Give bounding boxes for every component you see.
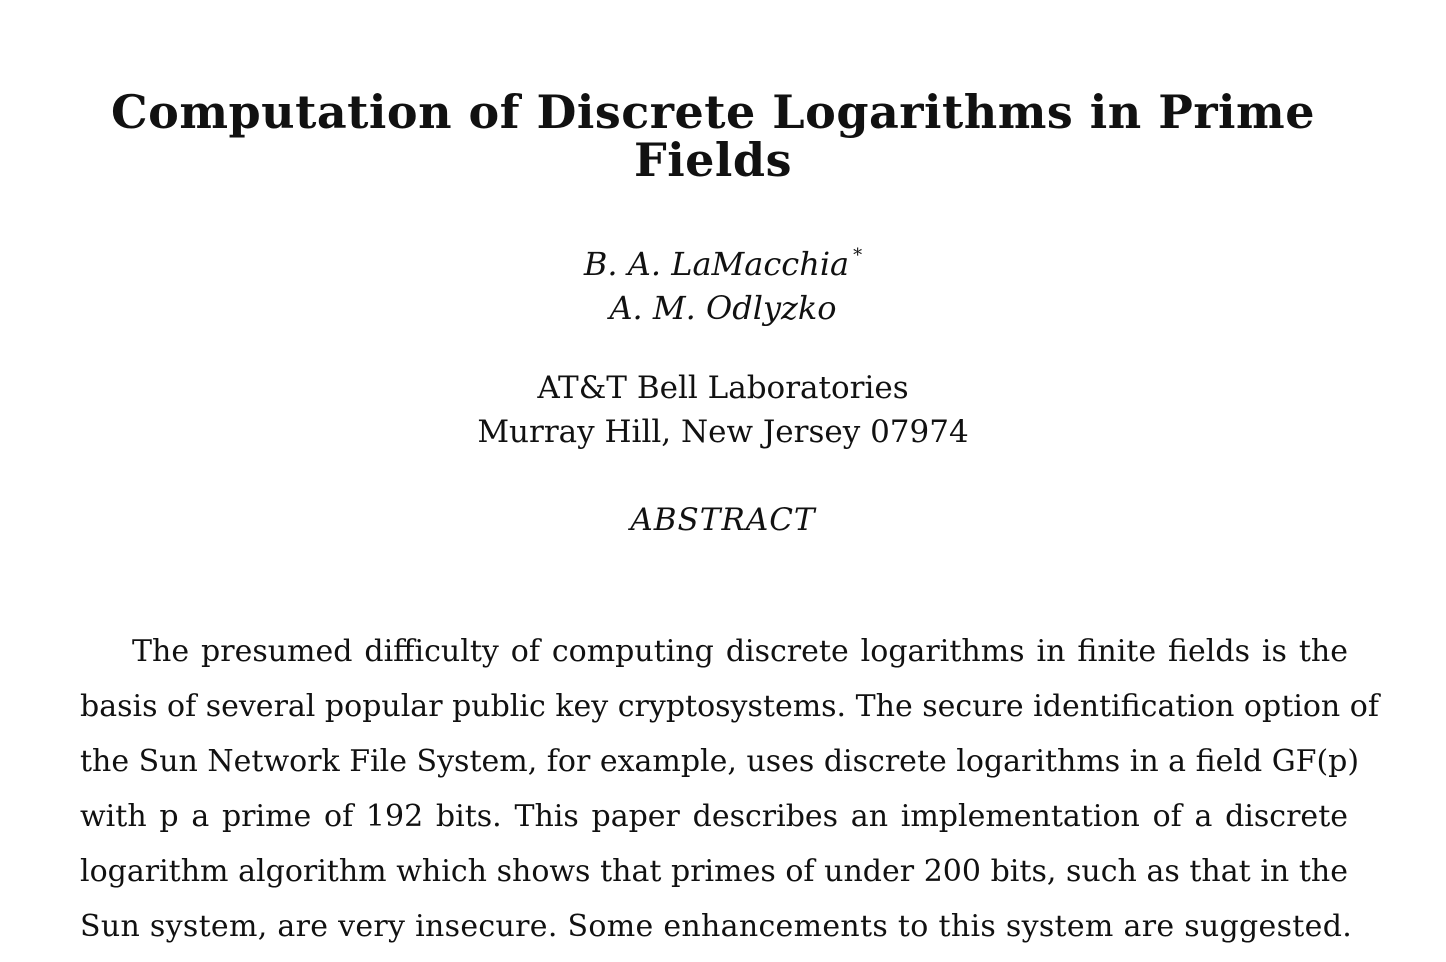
author-2-name: A. M. Odlyzko (609, 289, 837, 327)
affiliation-org: AT&T Bell Laboratories (537, 370, 909, 406)
affiliation (0, 366, 1446, 454)
paper-title (80, 85, 1346, 187)
abstract-line: with p a prime of 192 bits. This paper describes an implementation of a discrete (80, 799, 1348, 834)
abstract-line: Sun system, are very insecure. Some enhancements to this system are suggested. (80, 909, 1353, 944)
author-1-footnote-mark: * (853, 245, 863, 266)
abstract-heading: ABSTRACT (630, 502, 816, 538)
author-2 (0, 286, 1446, 330)
affiliation-address: Murray Hill, New Jersey 07974 (477, 414, 969, 450)
abstract-line: basis of several popular public key cryptosystems. The secure identification option of (80, 689, 1379, 724)
author-1-name: B. A. LaMacchia (583, 245, 850, 283)
abstract-line: logarithm algorithm which shows that primes of under 200 bits, such as that in the (80, 854, 1348, 889)
author-list (0, 234, 1446, 330)
abstract-line: the Sun Network File System, for example, uses discrete logarithms in a field GF(p) (80, 744, 1360, 779)
abstract-line: The presumed difficulty of computing discrete logarithms in finite fields is the (132, 634, 1348, 669)
title-line-2: Fields (634, 133, 792, 187)
abstract-body (80, 630, 1379, 960)
title-line-1: Computation of Discrete Logarithms in Prime (111, 85, 1315, 139)
author-1 (0, 234, 1446, 286)
